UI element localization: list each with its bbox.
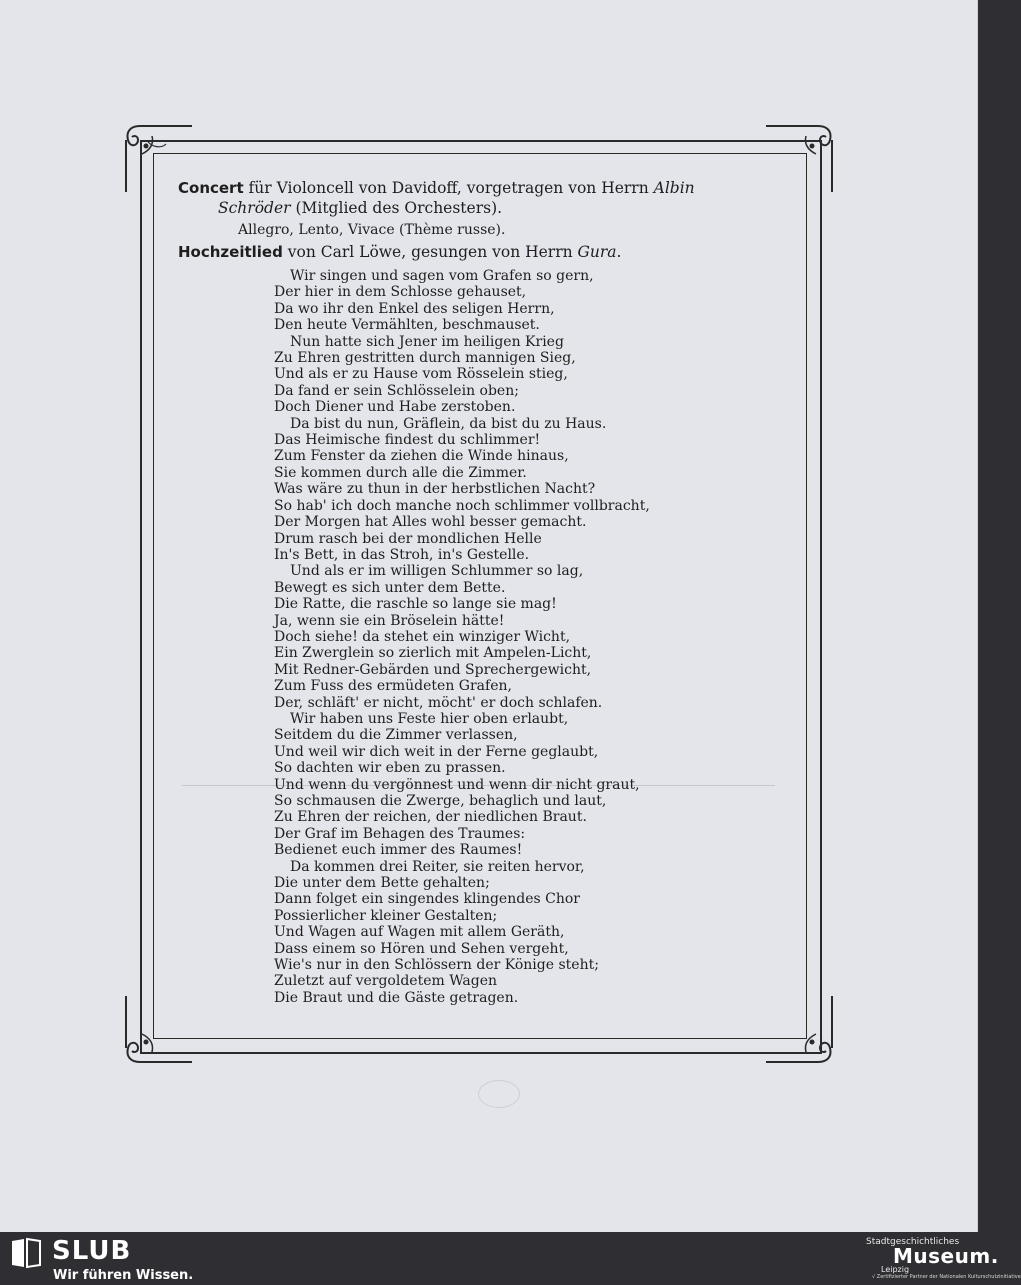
verse-line: Der, schläft' er nicht, möcht' er doch schlafen. <box>274 694 603 711</box>
verse-line: Drum rasch bei der mondlichen Helle <box>274 530 542 547</box>
verse-line: Bewegt es sich unter dem Bette. <box>274 579 506 596</box>
stanza <box>274 563 778 711</box>
library-name: SLUB <box>52 1236 132 1266</box>
verse-line: Doch Diener und Habe zerstoben. <box>274 399 516 416</box>
verse-line: Zu Ehren gestritten durch mannigen Sieg, <box>274 350 576 367</box>
museum-name-top: Stadtgeschichtliches <box>866 1237 960 1247</box>
verse-line: Possierlicher kleiner Gestalten; <box>274 907 498 924</box>
verse-line: So hab' ich doch manche noch schlimmer vollbracht, <box>274 497 650 514</box>
verse-line: Ein Zwerglein so zierlich mit Ampelen-Licht, <box>274 645 592 662</box>
verse-line: Da bist du nun, Gräflein, da bist du zu Haus. <box>290 415 607 432</box>
performer-name: Albin <box>653 179 695 197</box>
verse-line: Und als er zu Hause vom Rösselein stieg, <box>274 366 568 383</box>
museum-certification: √ Zertifizierter Partner der Nationalen Kulturschutzinitiative <box>872 1274 1021 1280</box>
verse-line: Der Graf im Behagen des Traumes: <box>274 825 526 842</box>
verse-line: Die unter dem Bette gehalten; <box>274 875 490 892</box>
verse-line: Dann folget ein singendes klingendes Chor <box>274 891 580 908</box>
verse-line: Seitdem du die Zimmer verlassen, <box>274 727 518 744</box>
verse-line: So schmausen die Zwerge, behaglich und laut, <box>274 793 607 809</box>
verse-line: Das Heimische findest du schlimmer! <box>274 432 541 449</box>
slub-logo-icon <box>10 1237 44 1269</box>
verse-line: Was wäre zu thun in der herbstlichen Nacht? <box>274 481 596 498</box>
museum-name: Museum. <box>893 1244 999 1268</box>
library-tagline: Wir führen Wissen. <box>53 1268 194 1283</box>
museum-city: Leipzig <box>881 1265 910 1274</box>
verse-line: Und als er im willigen Schlummer so lag, <box>290 563 584 580</box>
verse-line: Die Ratte, die raschle so lange sie mag! <box>274 596 557 613</box>
verse-line: Dass einem so Hören und Sehen vergeht, <box>274 940 569 957</box>
verse-line: Und wenn du vergönnest und wenn dir nicht graut, <box>274 776 640 793</box>
verse-line: Zum Fenster da ziehen die Winde hinaus, <box>274 448 569 465</box>
entry-title: Concert <box>178 179 244 197</box>
verse-line: In's Bett, in das Stroh, in's Gestelle. <box>274 546 530 563</box>
stanza <box>274 711 778 859</box>
program-content <box>178 178 778 1006</box>
verse-line: Da wo ihr den Enkel des seligen Herrn, <box>274 300 555 317</box>
verse-line: Und weil wir dich weit in der Ferne geglaubt, <box>274 743 599 760</box>
verse-line: Wir singen und sagen vom Grafen so gern, <box>290 268 594 284</box>
verse-line: So dachten wir eben zu prassen. <box>274 760 506 777</box>
verse-line: Bedienet euch immer des Raumes! <box>274 842 523 859</box>
verse-line: Nun hatte sich Jener im heiligen Krieg <box>290 333 564 350</box>
verse-line: Da fand er sein Schlösselein oben; <box>274 382 519 399</box>
stanza <box>274 268 778 334</box>
program-entry-song <box>178 242 778 262</box>
verse-line: Doch siehe! da stehet ein winziger Wicht, <box>274 628 571 645</box>
program-entry-concert <box>178 178 778 218</box>
verse-line: Der Morgen hat Alles wohl besser gemacht. <box>274 514 587 531</box>
entry-text: für Violoncell von Davidoff, vorgetragen von Herrn <box>243 179 654 197</box>
verse-line: Die Braut und die Gäste getragen. <box>274 989 519 1006</box>
verse-line: Zuletzt auf vergoldetem Wagen <box>274 973 498 990</box>
verse-line: Sie kommen durch alle die Zimmer. <box>274 464 527 481</box>
verse-line: Wie's nur in den Schlössern der Könige steht; <box>274 957 599 974</box>
entry-text-end: (Mitglied des Orchesters). <box>290 199 503 217</box>
verse-line: Da kommen drei Reiter, sie reiten hervor, <box>290 858 585 875</box>
stanza <box>274 859 778 1007</box>
performer-surname: Schröder <box>218 199 291 217</box>
movements-line: Allegro, Lento, Vivace (Thème russe). <box>238 222 506 238</box>
stanza <box>274 334 778 416</box>
entry-text-end: . <box>616 243 622 261</box>
library-stamp <box>478 1080 520 1108</box>
performer-name: Gura <box>577 243 617 261</box>
entry-title: Hochzeitlied <box>178 243 283 261</box>
verse-line: Mit Redner-Gebärden und Sprechergewicht, <box>274 661 592 678</box>
verse-line: Zum Fuss des ermüdeten Grafen, <box>274 678 512 695</box>
verse-line: Zu Ehren der reichen, der niedlichen Braut. <box>274 809 587 826</box>
song-lyrics <box>274 268 778 1006</box>
stanza <box>274 416 778 564</box>
entry-text: von Carl Löwe, gesungen von Herrn <box>282 243 578 261</box>
verse-line: Der hier in dem Schlosse gehauset, <box>274 284 527 301</box>
entry-continuation <box>178 198 778 218</box>
verse-line: Den heute Vermählten, beschmauset. <box>274 317 540 334</box>
verse-line: Ja, wenn sie ein Bröselein hätte! <box>274 612 505 629</box>
verse-line: Wir haben uns Feste hier oben erlaubt, <box>290 710 569 727</box>
verse-line: Und Wagen auf Wagen mit allem Geräth, <box>274 924 565 941</box>
